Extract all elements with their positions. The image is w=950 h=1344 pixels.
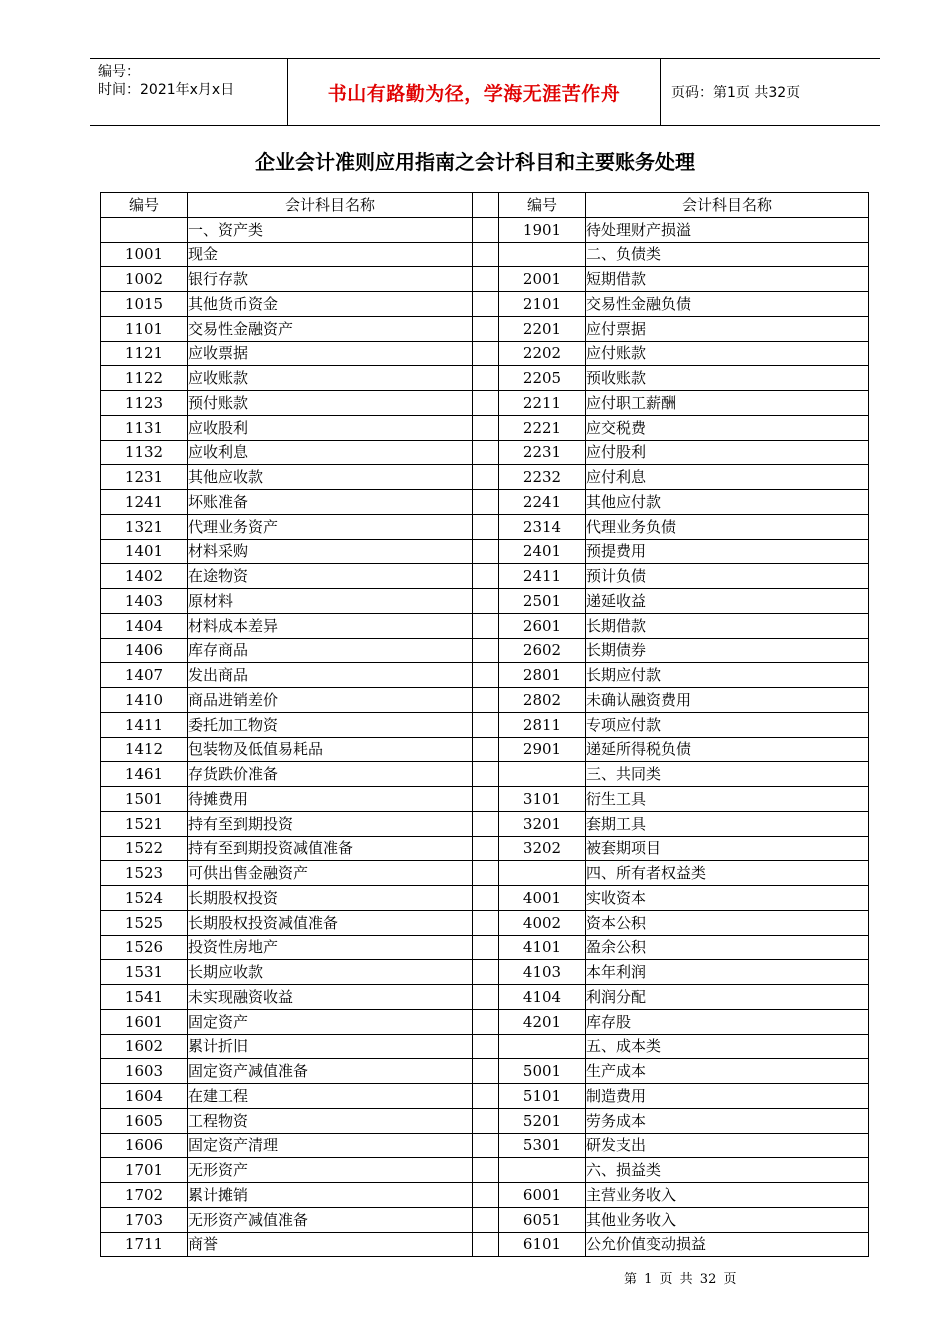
account-code: 1702 — [101, 1183, 188, 1208]
account-name: 代理业务负债 — [586, 514, 869, 539]
account-code: 1601 — [101, 1009, 188, 1034]
account-code: 3202 — [499, 836, 586, 861]
account-code: 2314 — [499, 514, 586, 539]
account-code: 1015 — [101, 292, 188, 317]
account-name: 劳务成本 — [586, 1108, 869, 1133]
account-code: 2232 — [499, 465, 586, 490]
account-code: 1001 — [101, 242, 188, 267]
account-name: 其他业务收入 — [586, 1207, 869, 1232]
table-row — [101, 861, 869, 886]
account-name: 持有至到期投资减值准备 — [188, 836, 473, 861]
table-row — [101, 910, 869, 935]
account-code: 2411 — [499, 564, 586, 589]
table-row — [101, 465, 869, 490]
table-row — [101, 391, 869, 416]
account-code: 1603 — [101, 1059, 188, 1084]
account-name: 递延收益 — [586, 589, 869, 614]
spacer-cell — [473, 1059, 499, 1084]
spacer-cell — [473, 217, 499, 242]
account-code: 1122 — [101, 366, 188, 391]
account-code: 1411 — [101, 712, 188, 737]
spacer-cell — [473, 1207, 499, 1232]
account-code — [499, 1158, 586, 1183]
spacer-cell — [473, 886, 499, 911]
account-name: 库存股 — [586, 1009, 869, 1034]
spacer-cell — [473, 316, 499, 341]
account-name: 交易性金融资产 — [188, 316, 473, 341]
account-name: 其他货币资金 — [188, 292, 473, 317]
account-code: 4104 — [499, 985, 586, 1010]
account-code — [101, 217, 188, 242]
table-row — [101, 1133, 869, 1158]
account-code: 4001 — [499, 886, 586, 911]
spacer-cell — [473, 1158, 499, 1183]
account-name: 主营业务收入 — [586, 1183, 869, 1208]
account-name: 套期工具 — [586, 811, 869, 836]
spacer-cell — [473, 589, 499, 614]
account-code: 2101 — [499, 292, 586, 317]
account-name: 预付账款 — [188, 391, 473, 416]
account-name: 被套期项目 — [586, 836, 869, 861]
account-name: 三、共同类 — [586, 762, 869, 787]
account-code: 1404 — [101, 613, 188, 638]
account-name: 交易性金融负债 — [586, 292, 869, 317]
account-code: 2811 — [499, 712, 586, 737]
table-row — [101, 1084, 869, 1109]
account-name: 应收利息 — [188, 440, 473, 465]
account-name: 衍生工具 — [586, 787, 869, 812]
table-row — [101, 292, 869, 317]
account-code: 1605 — [101, 1108, 188, 1133]
account-name: 盈余公积 — [586, 935, 869, 960]
account-name: 研发支出 — [586, 1133, 869, 1158]
account-code: 1701 — [101, 1158, 188, 1183]
account-code: 2205 — [499, 366, 586, 391]
spacer-cell — [473, 440, 499, 465]
header-code-1: 编号 — [101, 193, 188, 218]
account-code: 4103 — [499, 960, 586, 985]
account-name: 持有至到期投资 — [188, 811, 473, 836]
account-code: 1123 — [101, 391, 188, 416]
account-name: 商誉 — [188, 1232, 473, 1257]
spacer-cell — [473, 935, 499, 960]
table-row — [101, 316, 869, 341]
account-name: 委托加工物资 — [188, 712, 473, 737]
account-name: 应付账款 — [586, 341, 869, 366]
account-code: 1541 — [101, 985, 188, 1010]
account-name: 其他应收款 — [188, 465, 473, 490]
spacer-cell — [473, 638, 499, 663]
account-name: 长期股权投资 — [188, 886, 473, 911]
account-name: 待摊费用 — [188, 787, 473, 812]
account-code: 6051 — [499, 1207, 586, 1232]
account-name: 长期股权投资减值准备 — [188, 910, 473, 935]
spacer-cell — [473, 1108, 499, 1133]
spacer-cell — [473, 613, 499, 638]
account-code: 1604 — [101, 1084, 188, 1109]
table-row — [101, 985, 869, 1010]
table-row — [101, 960, 869, 985]
spacer-cell — [473, 267, 499, 292]
spacer-cell — [473, 341, 499, 366]
account-code: 1602 — [101, 1034, 188, 1059]
spacer-cell — [473, 1084, 499, 1109]
account-code: 1525 — [101, 910, 188, 935]
header-code-2: 编号 — [499, 193, 586, 218]
table-row — [101, 366, 869, 391]
account-name: 四、所有者权益类 — [586, 861, 869, 886]
account-name: 应付票据 — [586, 316, 869, 341]
table-row — [101, 514, 869, 539]
account-name: 应收股利 — [188, 415, 473, 440]
account-name: 预收账款 — [586, 366, 869, 391]
account-name: 待处理财产损溢 — [586, 217, 869, 242]
account-code: 1402 — [101, 564, 188, 589]
table-row — [101, 1183, 869, 1208]
spacer-cell — [473, 861, 499, 886]
table-row — [101, 564, 869, 589]
account-code: 2221 — [499, 415, 586, 440]
table-row — [101, 737, 869, 762]
account-code: 5301 — [499, 1133, 586, 1158]
account-code: 1412 — [101, 737, 188, 762]
account-name: 存货跌价准备 — [188, 762, 473, 787]
account-name: 其他应付款 — [586, 490, 869, 515]
spacer-cell — [473, 539, 499, 564]
account-code: 2401 — [499, 539, 586, 564]
table-row — [101, 1158, 869, 1183]
account-code: 5001 — [499, 1059, 586, 1084]
table-row — [101, 589, 869, 614]
spacer-cell — [473, 787, 499, 812]
account-code: 1121 — [101, 341, 188, 366]
account-name: 可供出售金融资产 — [188, 861, 473, 886]
table-row — [101, 341, 869, 366]
account-name: 六、损益类 — [586, 1158, 869, 1183]
account-name: 五、成本类 — [586, 1034, 869, 1059]
spacer-cell — [473, 490, 499, 515]
account-code: 1501 — [101, 787, 188, 812]
account-code: 1606 — [101, 1133, 188, 1158]
account-name: 固定资产 — [188, 1009, 473, 1034]
account-name: 包装物及低值易耗品 — [188, 737, 473, 762]
account-name: 银行存款 — [188, 267, 473, 292]
account-name: 应付股利 — [586, 440, 869, 465]
account-name: 坏账准备 — [188, 490, 473, 515]
account-code: 1410 — [101, 688, 188, 713]
account-name: 应收票据 — [188, 341, 473, 366]
header-meta — [90, 59, 288, 125]
account-code: 1407 — [101, 663, 188, 688]
account-name: 库存商品 — [188, 638, 473, 663]
account-code: 1526 — [101, 935, 188, 960]
account-code: 2901 — [499, 737, 586, 762]
page-footer: 第 1 页 共 32 页 — [624, 1272, 737, 1287]
account-code: 5201 — [499, 1108, 586, 1133]
account-name: 资本公积 — [586, 910, 869, 935]
account-code — [499, 1034, 586, 1059]
spacer-cell — [473, 391, 499, 416]
account-code: 1241 — [101, 490, 188, 515]
table-row — [101, 762, 869, 787]
account-code: 2231 — [499, 440, 586, 465]
account-name: 发出商品 — [188, 663, 473, 688]
account-table — [100, 192, 869, 1257]
account-name: 长期债券 — [586, 638, 869, 663]
account-name: 无形资产减值准备 — [188, 1207, 473, 1232]
account-name: 投资性房地产 — [188, 935, 473, 960]
account-code: 2241 — [499, 490, 586, 515]
account-code: 1403 — [101, 589, 188, 614]
table-row — [101, 1059, 869, 1084]
account-name: 二、负债类 — [586, 242, 869, 267]
account-code: 1901 — [499, 217, 586, 242]
account-code: 2501 — [499, 589, 586, 614]
header-page-number: 页码：第1页 共32页 — [671, 85, 801, 101]
account-code: 2602 — [499, 638, 586, 663]
account-code — [499, 242, 586, 267]
account-name: 长期借款 — [586, 613, 869, 638]
spacer-cell — [473, 1133, 499, 1158]
account-code: 5101 — [499, 1084, 586, 1109]
account-name: 材料采购 — [188, 539, 473, 564]
account-name: 应付利息 — [586, 465, 869, 490]
table-row — [101, 1232, 869, 1257]
spacer-cell — [473, 910, 499, 935]
table-row — [101, 242, 869, 267]
spacer-cell — [473, 242, 499, 267]
account-code: 1523 — [101, 861, 188, 886]
table-row — [101, 935, 869, 960]
table-row — [101, 217, 869, 242]
spacer-cell — [473, 762, 499, 787]
account-code: 1101 — [101, 316, 188, 341]
table-row — [101, 1034, 869, 1059]
account-name: 固定资产减值准备 — [188, 1059, 473, 1084]
table-row — [101, 539, 869, 564]
account-name: 无形资产 — [188, 1158, 473, 1183]
spacer-cell — [473, 1232, 499, 1257]
account-code: 1002 — [101, 267, 188, 292]
account-code: 2202 — [499, 341, 586, 366]
table-row — [101, 663, 869, 688]
account-name: 生产成本 — [586, 1059, 869, 1084]
account-name: 在建工程 — [188, 1084, 473, 1109]
table-row — [101, 1207, 869, 1232]
account-name: 实收资本 — [586, 886, 869, 911]
account-code: 1131 — [101, 415, 188, 440]
account-code: 1321 — [101, 514, 188, 539]
account-name: 本年利润 — [586, 960, 869, 985]
table-row — [101, 613, 869, 638]
document-number-label: 编号： — [98, 64, 140, 80]
account-name: 应付职工薪酬 — [586, 391, 869, 416]
spacer-cell — [473, 514, 499, 539]
account-code — [499, 762, 586, 787]
account-code: 1461 — [101, 762, 188, 787]
header-motto: 书山有路勤为径，学海无涯苦作舟 — [288, 59, 661, 125]
table-row — [101, 688, 869, 713]
account-code: 4201 — [499, 1009, 586, 1034]
account-name: 预提费用 — [586, 539, 869, 564]
account-code — [499, 861, 586, 886]
account-name: 固定资产清理 — [188, 1133, 473, 1158]
spacer-cell — [473, 712, 499, 737]
account-name: 预计负债 — [586, 564, 869, 589]
account-name: 原材料 — [188, 589, 473, 614]
account-code: 2211 — [499, 391, 586, 416]
spacer-cell — [473, 737, 499, 762]
account-code: 1132 — [101, 440, 188, 465]
account-code: 3101 — [499, 787, 586, 812]
account-name: 应交税费 — [586, 415, 869, 440]
account-name: 短期借款 — [586, 267, 869, 292]
spacer-cell — [473, 465, 499, 490]
account-code: 1522 — [101, 836, 188, 861]
account-name: 累计摊销 — [188, 1183, 473, 1208]
spacer-cell — [473, 366, 499, 391]
spacer-cell — [473, 663, 499, 688]
account-name: 制造费用 — [586, 1084, 869, 1109]
account-code: 6001 — [499, 1183, 586, 1208]
table-row — [101, 490, 869, 515]
spacer-cell — [473, 1034, 499, 1059]
spacer-cell — [473, 1009, 499, 1034]
account-name: 递延所得税负债 — [586, 737, 869, 762]
account-name: 在途物资 — [188, 564, 473, 589]
account-name: 利润分配 — [586, 985, 869, 1010]
account-code: 2001 — [499, 267, 586, 292]
table-header-row — [101, 193, 869, 218]
table-row — [101, 1009, 869, 1034]
account-name: 一、资产类 — [188, 217, 473, 242]
spacer-cell — [473, 836, 499, 861]
table-row — [101, 1108, 869, 1133]
account-name: 商品进销差价 — [188, 688, 473, 713]
table-row — [101, 787, 869, 812]
account-name: 材料成本差异 — [188, 613, 473, 638]
account-code: 1711 — [101, 1232, 188, 1257]
spacer-cell — [473, 292, 499, 317]
header-name-2: 会计科目名称 — [586, 193, 869, 218]
document-date: 时间：2021年x月x日 — [98, 82, 235, 98]
document-title: 企业会计准则应用指南之会计科目和主要账务处理 — [255, 150, 695, 174]
account-name: 长期应付款 — [586, 663, 869, 688]
account-code: 2801 — [499, 663, 586, 688]
spacer-cell — [473, 985, 499, 1010]
account-table-body — [101, 217, 869, 1257]
spacer-cell — [473, 564, 499, 589]
spacer-cell — [473, 960, 499, 985]
table-row — [101, 712, 869, 737]
account-code: 1531 — [101, 960, 188, 985]
account-code: 2601 — [499, 613, 586, 638]
account-code: 4002 — [499, 910, 586, 935]
account-code: 1231 — [101, 465, 188, 490]
account-code: 4101 — [499, 935, 586, 960]
header-spacer — [473, 193, 499, 218]
account-name: 长期应收款 — [188, 960, 473, 985]
account-name: 未确认融资费用 — [586, 688, 869, 713]
account-name: 未实现融资收益 — [188, 985, 473, 1010]
account-name: 专项应付款 — [586, 712, 869, 737]
spacer-cell — [473, 415, 499, 440]
account-name: 应收账款 — [188, 366, 473, 391]
table-row — [101, 415, 869, 440]
account-code: 2802 — [499, 688, 586, 713]
table-row — [101, 267, 869, 292]
account-code: 3201 — [499, 811, 586, 836]
page-header — [90, 58, 880, 126]
spacer-cell — [473, 1183, 499, 1208]
account-code: 1703 — [101, 1207, 188, 1232]
account-name: 代理业务资产 — [188, 514, 473, 539]
table-row — [101, 440, 869, 465]
account-name: 公允价值变动损益 — [586, 1232, 869, 1257]
spacer-cell — [473, 811, 499, 836]
table-row — [101, 638, 869, 663]
account-name: 工程物资 — [188, 1108, 473, 1133]
header-name-1: 会计科目名称 — [188, 193, 473, 218]
account-name: 现金 — [188, 242, 473, 267]
spacer-cell — [473, 688, 499, 713]
table-row — [101, 836, 869, 861]
account-code: 2201 — [499, 316, 586, 341]
table-row — [101, 886, 869, 911]
account-code: 6101 — [499, 1232, 586, 1257]
account-name: 累计折旧 — [188, 1034, 473, 1059]
table-row — [101, 811, 869, 836]
account-code: 1406 — [101, 638, 188, 663]
account-code: 1521 — [101, 811, 188, 836]
account-code: 1524 — [101, 886, 188, 911]
account-code: 1401 — [101, 539, 188, 564]
